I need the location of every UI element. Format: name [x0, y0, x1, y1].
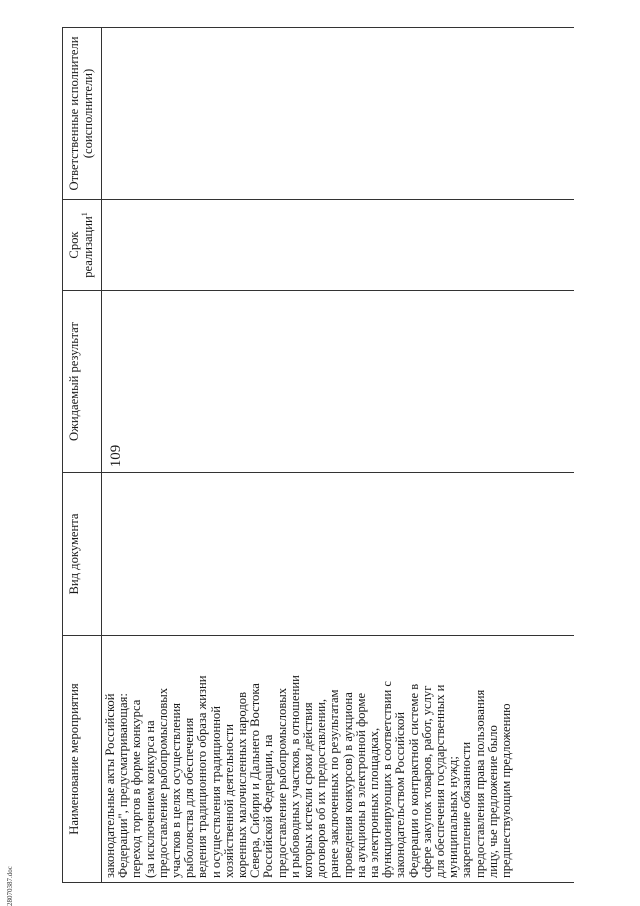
measure-text-line: для обеспечения государственных и [433, 684, 448, 878]
cell-expected-result [102, 291, 575, 473]
measure-text-line: (за исключением конкурса на [142, 720, 157, 878]
measure-text-line: функционирующих в соответствии с [380, 681, 395, 878]
cell-deadline [102, 200, 575, 291]
measure-text-line: которых истекли сроки действия [301, 702, 316, 878]
measure-text-line: Федерации о контрактной системе в [406, 683, 421, 878]
header-deadline-label: Срок реализации [67, 216, 95, 278]
measure-text-line: ведения традиционного образа жизни [195, 675, 210, 878]
measure-text-line: коренных малочисленных народов [235, 691, 250, 878]
header-deadline [63, 200, 102, 291]
cell-responsible [102, 28, 575, 200]
header-responsible: Ответственные исполнители (соисполнители) [63, 28, 102, 200]
measure-text-line: предоставление рыбопромысловых [155, 687, 170, 878]
cell-document-type [102, 473, 575, 636]
table-row [102, 28, 575, 883]
measure-text-line: сфере закупок товаров, работ, услуг [419, 685, 434, 878]
measure-text-line: и рыбоводных участков, в отношении [287, 675, 302, 878]
measure-text-line: предоставление рыбопромысловых [274, 687, 289, 878]
cell-measure-name [102, 636, 575, 883]
footer-file-code: 28070387.doc [6, 866, 14, 906]
measure-text-line: предшествующим предложению [499, 703, 514, 878]
measure-text-line: Российской Федерации, на [261, 734, 276, 878]
measure-text-line: переход торгов в форме конкурса [129, 699, 144, 878]
measure-text-line: Федерации", предусматривающая: [116, 693, 131, 878]
measure-text-line: законодательством Российской [393, 712, 408, 878]
measure-text-line: Севера, Сибири и Дальнего Востока [248, 683, 263, 878]
header-expected-result: Ожидаемый результат [63, 291, 102, 473]
measure-text-line: предоставления права пользования [472, 689, 487, 878]
measure-text-line: на электронных площадках, [367, 727, 382, 878]
measure-text-line: муниципальных нужд; [446, 756, 461, 878]
measure-text-line: проведения конкурсов) в аукциона [340, 692, 355, 878]
rotated-page-content [62, 28, 582, 883]
measure-text-line: рыболовства для обеспечения [182, 717, 197, 878]
measure-text-line: договоров об их предоставлении, [314, 698, 329, 878]
page-number: 109 [108, 444, 124, 468]
measure-text-line: и осуществления традиционной [208, 706, 223, 878]
measure-text [104, 639, 513, 878]
measure-text-line: на аукционы в электронной форме [353, 692, 368, 878]
measures-table [62, 27, 574, 883]
measure-text-line: законодательные акты Российской [103, 693, 117, 878]
header-document-type: Вид документа [63, 473, 102, 636]
measure-text-line: закрепление обязанности [459, 741, 474, 878]
measure-text-line: хозяйственной деятельности [221, 724, 236, 878]
footnote-mark: 1 [79, 212, 89, 217]
table-header-row [63, 28, 102, 883]
measure-text-line: лицу, чье предложение было [485, 725, 500, 878]
measure-text-line: участков в целях осуществления [169, 702, 184, 878]
measure-text-line: ранее заключенных по результатам [327, 689, 342, 878]
header-measure-name: Наименование мероприятия [63, 636, 102, 883]
